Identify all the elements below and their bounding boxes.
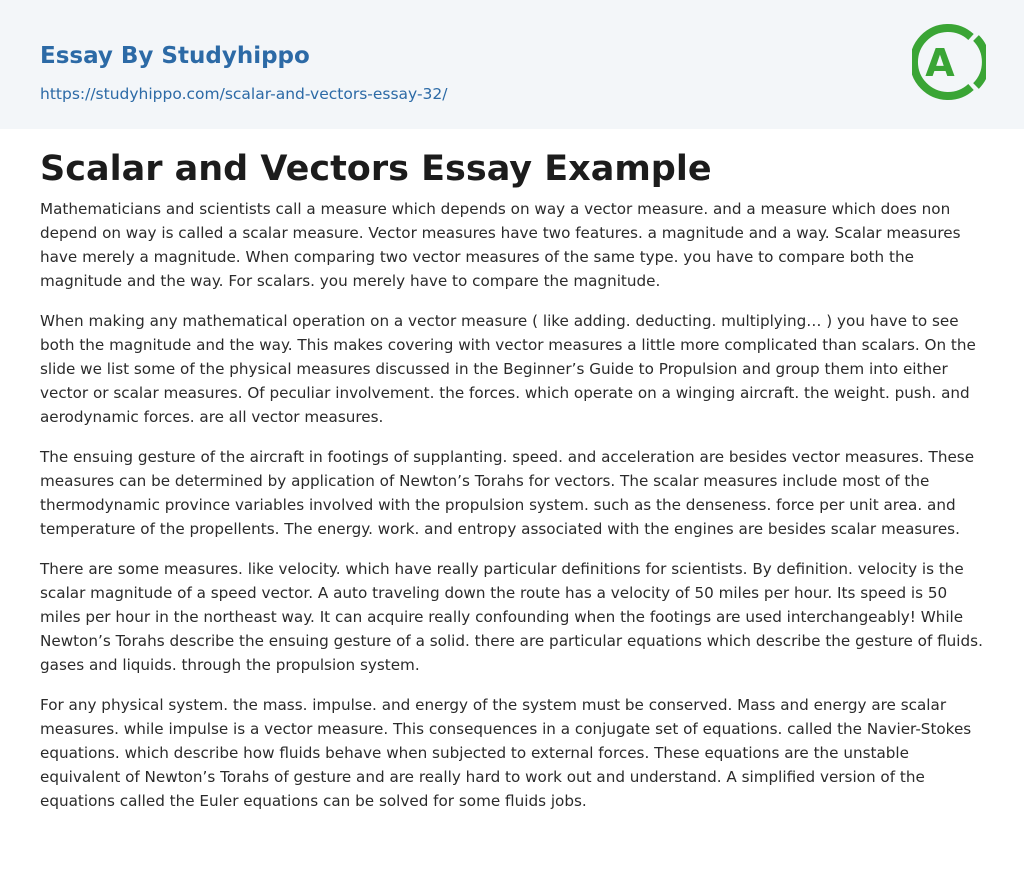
logo-letter: A <box>925 41 955 85</box>
article <box>0 148 1024 813</box>
article-paragraph-5: For any physical system. the mass. impulse. and energy of the system must be conserved. Mass and energy are scalar measures. while impulse is a vector measure. This consequences in a conjugate set of equations. called the Navier-Stokes equations. which describe how fluids behave when subjected to external forces. These equations are the unstable equivalent of Newton’s Torahs of gesture and are really hard to work out and understand. A simplified version of the equations called the Euler equations can be solved for some fluids jobs. <box>40 696 972 810</box>
article-paragraph-2: When making any mathematical operation on a vector measure ( like adding. deducting. multiplying… ) you have to see both the magnitude and the way. This makes covering with vector measures a little more complicated than scalars. On the slide we list some of the physical measures discussed in the Beginner’s Guide to Propulsion and group them into either vector or scalar measures. Of peculiar involvement. the forces. which operate on a winging aircraft. the weight. push. and aerodynamic forces. are all vector measures. <box>40 312 976 426</box>
studyhippo-logo-icon[interactable] <box>912 19 986 105</box>
essay-url-link[interactable]: https://studyhippo.com/scalar-and-vectors-essay-32/ <box>40 85 448 103</box>
article-paragraph-1: Mathematicians and scientists call a measure which depends on way a vector measure. and a measure which does non depend on way is called a scalar measure. Vector measures have two features. a magnitude and a way. Scalar measures have merely a magnitude. When comparing two vector measures of the same type. you have to compare both the magnitude and the way. For scalars. you merely have to compare the magnitude. <box>40 200 961 290</box>
site-brand[interactable]: Essay By Studyhippo <box>40 43 310 69</box>
logo-ring-right-arc <box>976 38 986 86</box>
site-header <box>0 0 1024 129</box>
page-title: Scalar and Vectors Essay Example <box>40 149 712 189</box>
article-paragraph-4: There are some measures. like velocity. which have really particular definitions for scientists. By definition. velocity is the scalar magnitude of a speed vector. A auto traveling down the route has a velocity of 50 miles per hour. Its speed is 50 miles per hour in the northeast way. It can acquire really confounding when the footings are used interchangeably! While Newton’s Torahs describe the ensuing gesture of a solid. there are particular equations which describe the gesture of fluids. gases and liquids. through the propulsion system. <box>40 560 983 674</box>
article-paragraph-3: The ensuing gesture of the aircraft in footings of supplanting. speed. and acceleration are besides vector measures. These measures can be determined by application of Newton’s Torahs for vectors. The scalar measures include most of the thermodynamic province variables involved with the propulsion system. such as the denseness. force per unit area. and temperature of the propellents. The energy. work. and entropy associated with the engines are besides scalar measures. <box>40 448 975 538</box>
